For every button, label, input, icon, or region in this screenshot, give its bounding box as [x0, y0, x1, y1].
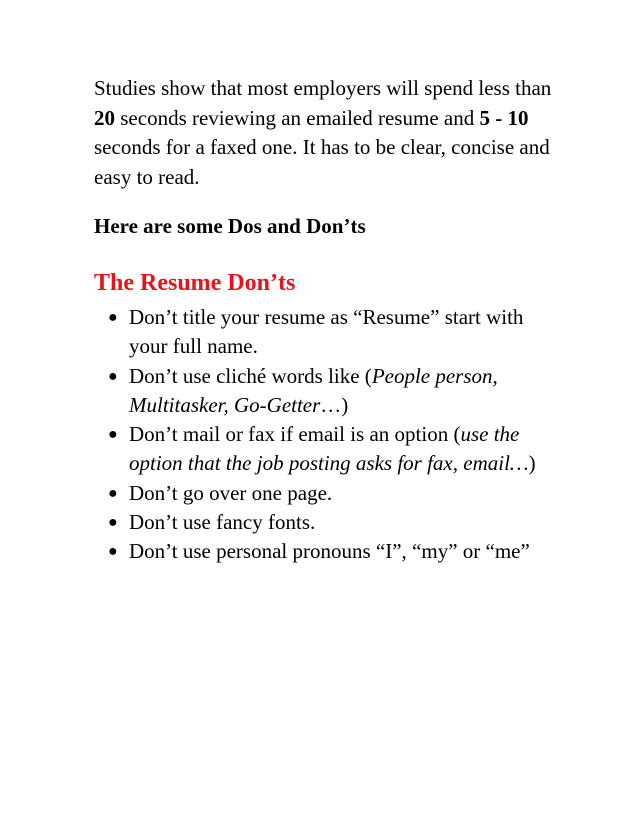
intro-paragraph: [94, 74, 564, 192]
bullet-icon: ●: [108, 426, 118, 444]
document-page: [94, 74, 564, 567]
bullet-icon: ●: [108, 484, 118, 502]
list-item: [94, 303, 564, 362]
list-item-text-end: …): [320, 392, 349, 417]
list-item-text: Don’t use personal pronouns “I”, “my” or “me”: [129, 539, 530, 564]
intro-seconds-email: 20: [94, 105, 115, 130]
bullet-icon: ●: [108, 367, 118, 385]
list-item: [94, 508, 564, 537]
bullet-icon: ●: [108, 514, 118, 532]
list-item-text-end: ): [528, 451, 536, 476]
intro-text-1: Studies show that most employers will spend less than: [94, 76, 552, 100]
donts-list: [94, 303, 564, 567]
dos-and-donts-heading: Here are some Dos and Don’ts: [94, 214, 366, 238]
intro-text-2: seconds reviewing an emailed resume and: [115, 105, 480, 130]
list-item-text: Don’t title your resume as “Resume” start with your full name.: [129, 305, 524, 359]
list-item-text: Don’t go over one page.: [129, 480, 333, 505]
bullet-icon: ●: [108, 309, 118, 326]
list-item-text: Don’t use fancy fonts.: [129, 510, 316, 535]
list-item-text: Don’t mail or fax if email is an option (: [129, 422, 461, 447]
resume-donts-title: The Resume Don’ts: [94, 270, 296, 296]
list-item: [94, 362, 564, 421]
intro-seconds-fax: 5 - 10: [479, 105, 529, 130]
list-item: [94, 537, 564, 566]
intro-text-3: seconds for a faxed one. It has to be clear, concise and easy to read.: [94, 135, 550, 189]
bullet-icon: ●: [108, 543, 118, 561]
list-item-emphasis: People person, Multitasker, Go-Getter: [129, 363, 498, 417]
list-item-text: Don’t use cliché words like (: [129, 363, 372, 388]
list-item: [94, 420, 564, 479]
list-item: [94, 479, 564, 508]
list-item-emphasis: use the option that the job posting asks for fax, email…: [129, 422, 529, 476]
